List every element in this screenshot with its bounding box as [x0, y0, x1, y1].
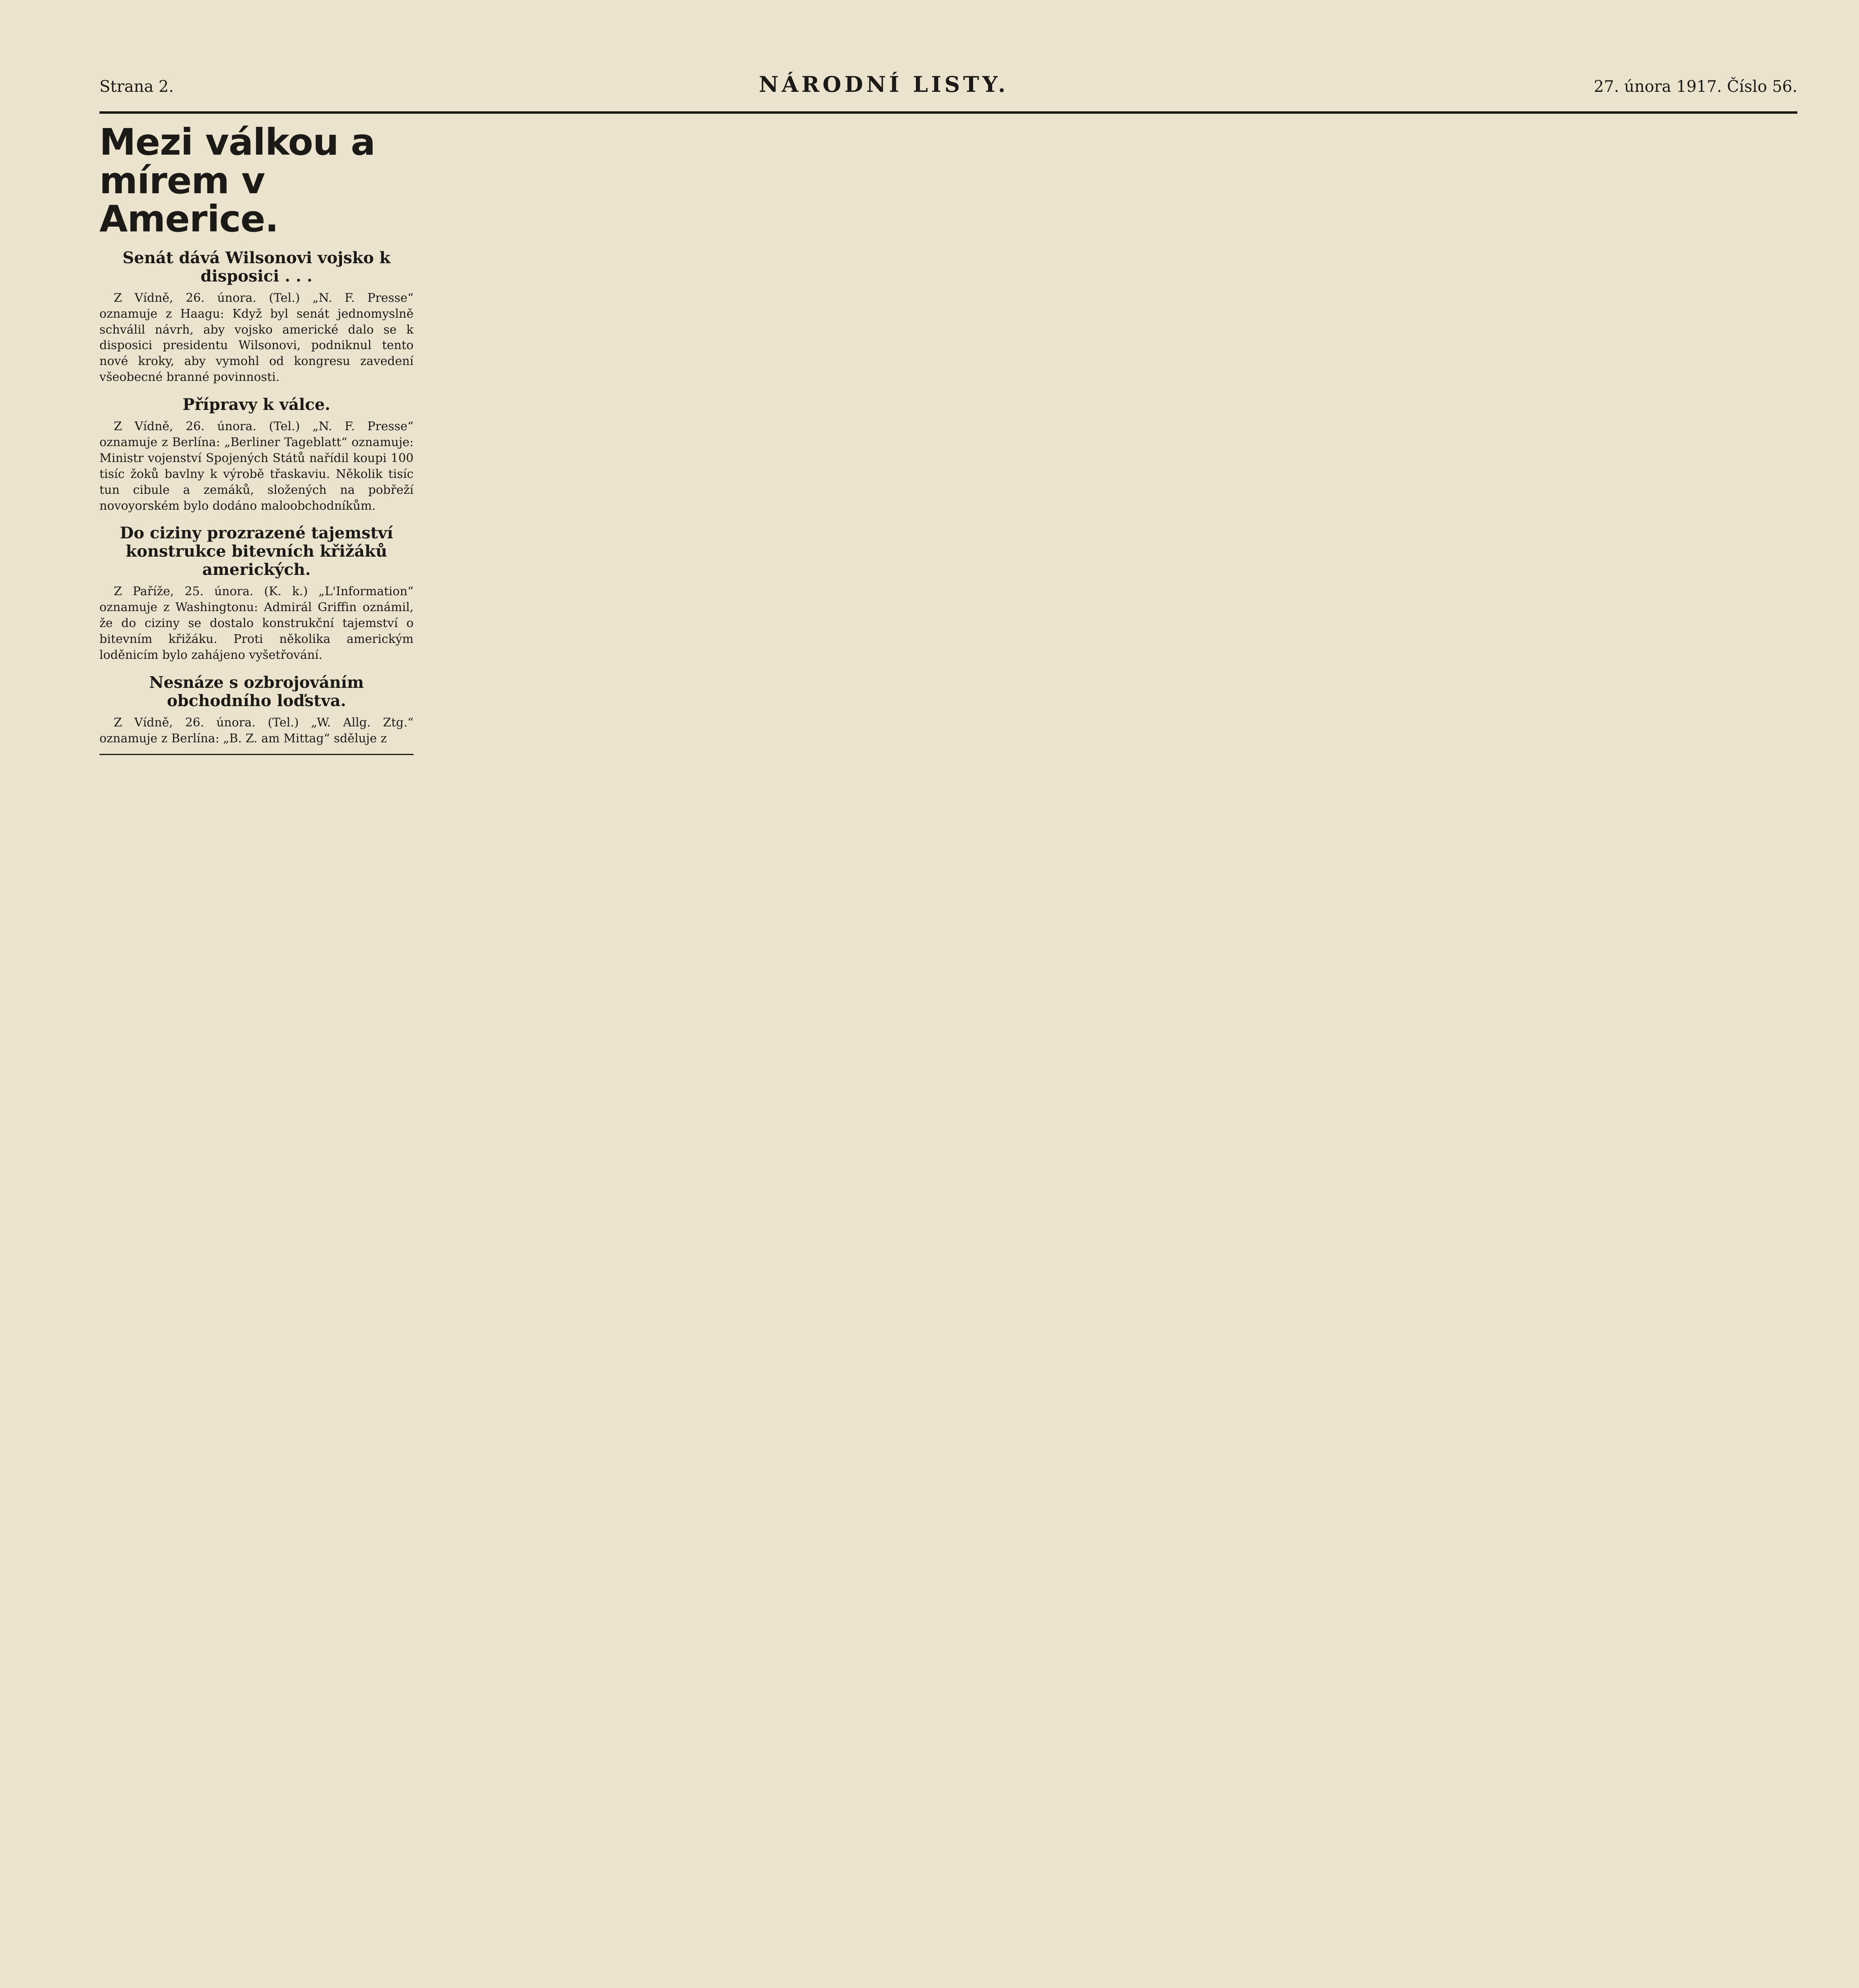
masthead [99, 72, 1797, 114]
article-headline: Nesnáze s ozbrojováním obchodního loďstva. [149, 673, 364, 710]
issue-date-number: 27. února 1917. Číslo 56. [1594, 78, 1797, 96]
article-headline: Senát dává Wilsonovi vojsko k disposici . . . [122, 248, 390, 285]
article-body: Z Vídně, 26. února. (Tel.) „N. F. Presse“ oznamuje z Haagu: Když byl senát jednomyslně schválil návrh, aby vojsko americké dalo se k disposici presidentu Wilsonovi, podniknul tento nové kroky, aby vymohl od kongresu zavedení všeobecné branné povinnosti. [99, 291, 414, 384]
column-1 [99, 119, 414, 1988]
article-body: Z Vídně, 26. února. (Tel.) „W. Allg. Ztg.“ oznamuje z Berlína: „B. Z. am Mittag“ sděluje z [99, 715, 414, 746]
article-body: Z Paříže, 25. února. (K. k.) „L'Information“ oznamuje z Washingtonu: Admirál Griffin oznámil, že do ciziny se dostalo konstrukční tajemství o bitevním křižáku. Proti několika americkým loděnicím bylo zahájeno vyšetřování. [99, 584, 414, 662]
page-number: Strana 2. [99, 78, 174, 96]
article-headline: Do ciziny prozrazené tajemství konstrukce bitevních křižáků amerických. [120, 524, 393, 579]
article-headline: Přípravy k válce. [183, 395, 330, 414]
banner-headline: Mezi válkou a mírem v Americe. [99, 121, 375, 241]
article-body: Z Vídně, 26. února. (Tel.) „N. F. Presse“ oznamuje z Berlína: „Berliner Tageblatt“ oznamuje: Ministr vojenství Spojených Států nařídil koupi 100 tisíc žoků bavlny k výrobě třaskaviu. Několik tisíc tun cibule a zemáků, složených na pobřeží novoyorském bylo dodáno maloobchodníkům. [99, 419, 414, 513]
newspaper-title: NÁRODNÍ LISTY. [759, 72, 1009, 97]
section-divider [99, 754, 414, 755]
